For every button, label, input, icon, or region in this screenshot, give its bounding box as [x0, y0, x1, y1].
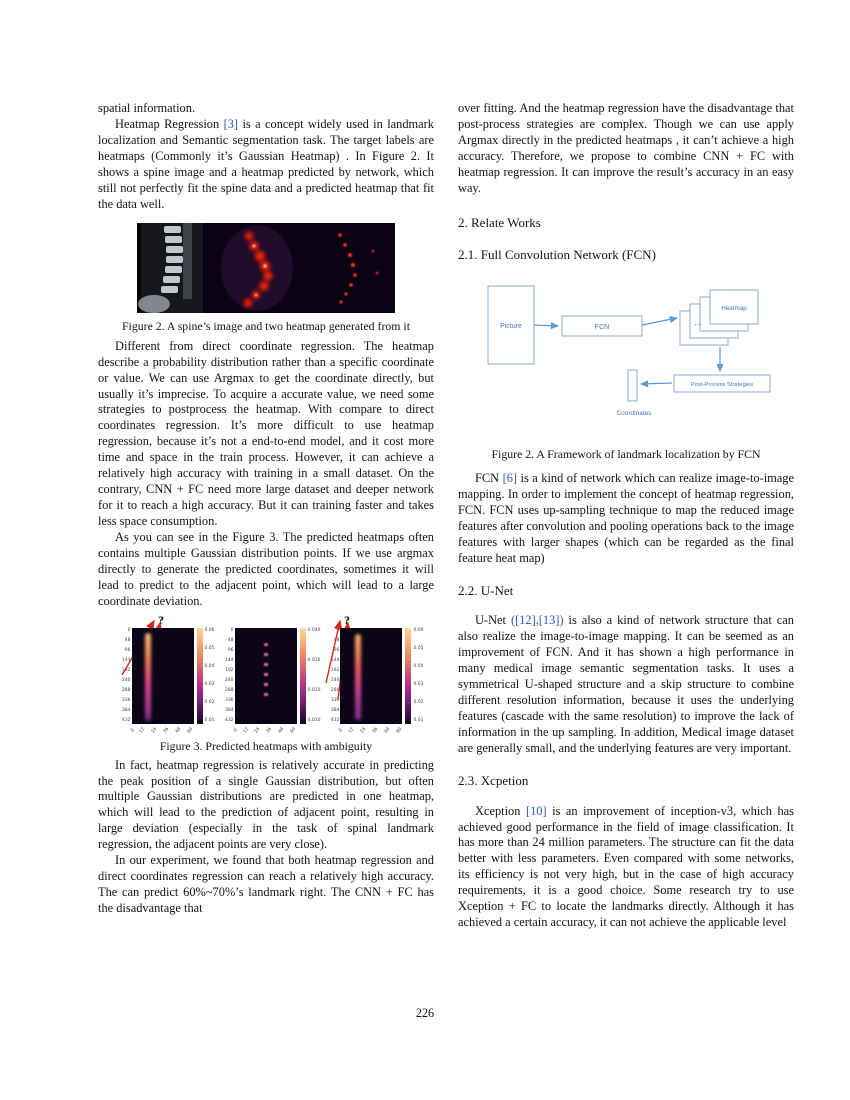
coordinates-label: Coordinates: [616, 410, 652, 418]
citation-link[interactable]: [10]: [525, 803, 547, 818]
paragraph: In fact, heatmap regression is relatively accurate in predicting the peak position of a single Gaussian distribution, but often multiple Gaussian distributions are predicted in one heatmap, which will lead to the prediction of adjacent point, resulting in large deviation (especially in the task of spinal landmark regression, the adjacent points are very close).: [98, 757, 434, 852]
heatmap-panel: [327, 628, 423, 734]
fcn-diagram-canvas: [458, 278, 794, 430]
arrow-postprocess-to-coordinates: [641, 383, 672, 384]
y-axis-ticks: 0 48 96 144 192 240 288 336 384 432: [224, 627, 234, 723]
section-heading-unet: 2.2. U-Net: [458, 582, 514, 598]
paragraph-text: is a kind of network which can realize image-to-image mapping. In order to implement the concept of heatmap regression, FCN. FCN uses up-sampling technique to map the reduced image features after convolution and pooling operations back to the image features with larger shapes (which can be regarded as the final feature heat map): [458, 471, 794, 565]
figure3-caption: Figure 3. Predicted heatmaps with ambiguity: [159, 739, 373, 754]
y-axis-ticks: 0 48 96 144 192 240 288 336 384 432: [121, 627, 131, 723]
fcn-figure-caption: Figure 2. A Framework of landmark localization by FCN: [491, 446, 761, 461]
y-axis-ticks: 0 48 96 144 192 240 288 336 384 432: [330, 627, 340, 723]
ambiguity-question-mark: ?: [344, 612, 350, 627]
stack-ellipsis: ...: [694, 317, 702, 328]
paragraph-text: Xception: [475, 803, 526, 818]
paragraph: [458, 613, 794, 756]
paragraph-text: Heatmap Regression: [115, 116, 224, 131]
paragraph: In our experiment, we found that both heatmap regression and direct coordinates regression can reach a relatively high accuracy. The can predict 60%~70%’s landmark right. The CNN + FC has the disadvantage that: [98, 853, 434, 916]
citation-link[interactable]: ([12],[13]): [510, 613, 564, 628]
paragraph: Different from direct coordinate regression. The heatmap describe a probability distribution rather than a specific coordinate or value. We can use Argmax to get the coordinate directly, but usually it’s imprecise. To acquire a accurate value, we need some strategies to postprocess the heatmap. With compare to direct coordinates regression. It’s more difficult to use heatmap regression, because it’s not a end-to-end model, and it cost more time and space in the train process. However, it can achieve a relatively high accuracy with training in a small dataset. On the contrary, CNN + FC need more large dataset and deeper network for it to reach a high accuracy. But it can training faster and takes less space consumption.: [98, 338, 434, 529]
heatmap-label: Heatmap: [721, 305, 747, 313]
paragraph: [458, 471, 794, 567]
section-heading-fcn: 2.1. Full Convolution Network (FCN): [458, 247, 656, 263]
citation-link[interactable]: [3]: [223, 116, 239, 131]
paragraph-text: U-Net: [475, 613, 511, 628]
x-axis-ticks: 0 12 24 36 48 60: [129, 726, 194, 735]
heatmap-plot: [340, 628, 402, 724]
arrow-picture-to-fcn: [534, 325, 558, 326]
heatmap-panel: [222, 628, 321, 734]
fcn-label: FCN: [594, 324, 610, 332]
paragraph: over fitting. And the heatmap regression have the disadvantage that post-process strategies are complex. Though we can use apply Argmax directly in the predicted heatmaps , it can’t achieve a high accuracy. Therefore, we propose to combine CNN + FC with heatmap regression. It can improve the result’s accuracy in an easy way.: [458, 101, 794, 195]
spine-heatmap-image: [137, 223, 395, 313]
colorbar-ticks: 0.06 0.05 0.04 0.03 0.02 0.01: [413, 627, 424, 723]
ambiguity-question-mark: ?: [158, 612, 164, 627]
arrow-fcn-to-heatmap: [642, 318, 677, 325]
paragraph-text: is an improvement of inception-v3, which has achieved good performance in the field of image classification. It has more than 24 million parameters. The structure can fit the data better with less parameters. Even compared with some networks, its efficiency is not very high, but in the case of high accuracy requirements, it is a good choice. Some research try to use Xception + FC to locate the landmarks directly. Although it has achieved a certain accuracy, it can not achieve the applicable level: [458, 803, 794, 930]
figure2-caption: Figure 2. A spine’s image and two heatmap generated from it: [122, 318, 410, 333]
paragraph: As you can see in the Figure 3. The predicted heatmaps often contains multiple Gaussian distribution points. If we use argmax directly to generate the predicted coordinates, sometimes it will lead to predict to the adjacent point, which will lead to a large coordinate deviation.: [98, 529, 434, 608]
fcn-framework-diagram: [458, 278, 794, 435]
paragraph: [98, 117, 434, 213]
heatmap-panel: [119, 628, 215, 734]
heatmap-plot: [235, 628, 297, 724]
picture-label: Picture: [500, 323, 522, 331]
paragraph-text: is also a kind of network structure that can also realize the image-to-image mapping. It can be seemed as an improvement of FCN. And it has shown a high performance in many medical image semantic segmentation tasks. It uses a symmetrical U-shaped structure and a skip structure to combine different resolution information, because it uses the underlying features (cascade with the same resolution) to improve the lack of information in the up sampling. In addition, Medical image dataset are generally small, and the underlying features are very important.: [458, 613, 795, 755]
paragraph: spatial information.: [98, 101, 196, 115]
left-column: [98, 101, 434, 917]
colorbar-ticks: 0.06 0.05 0.04 0.03 0.02 0.01: [204, 627, 215, 723]
right-column: [458, 101, 794, 931]
heatmap-plot: [132, 628, 194, 724]
citation-link[interactable]: [6]: [502, 471, 518, 486]
paragraph: [458, 804, 794, 932]
figure3-ambiguity: [98, 612, 434, 754]
x-axis-ticks: 0 12 24 36 48 60: [338, 726, 403, 735]
section-heading-relate-works: 2. Relate Works: [458, 214, 541, 230]
page-number: 226: [415, 1006, 435, 1020]
colorbar: [405, 628, 411, 724]
paragraph-text: FCN: [475, 471, 503, 486]
section-heading-xception: 2.3. Xcpetion: [458, 772, 529, 788]
colorbar: [300, 628, 306, 724]
colorbar: [197, 628, 203, 724]
x-axis-ticks: 0 12 24 36 48 60: [232, 726, 297, 735]
figure2-spine: [98, 223, 434, 333]
coordinates-box: [628, 370, 637, 401]
colorbar-ticks: 0.040 0.030 0.020 0.010: [307, 627, 321, 723]
paragraph-text: is a concept widely used in landmark localization and Semantic segmentation task. The target labels are heatmaps (Commonly it’s Gaussian Heatmap) . In Figure 2. It shows a spine image and a heatmap predicted by network, which still not perfectly fit the spine data and a predicted heatmap that fit the data well.: [98, 116, 435, 211]
figure3-heatmap-panels: [98, 612, 444, 735]
postprocess-label: Post-Process Strategies: [690, 382, 754, 389]
